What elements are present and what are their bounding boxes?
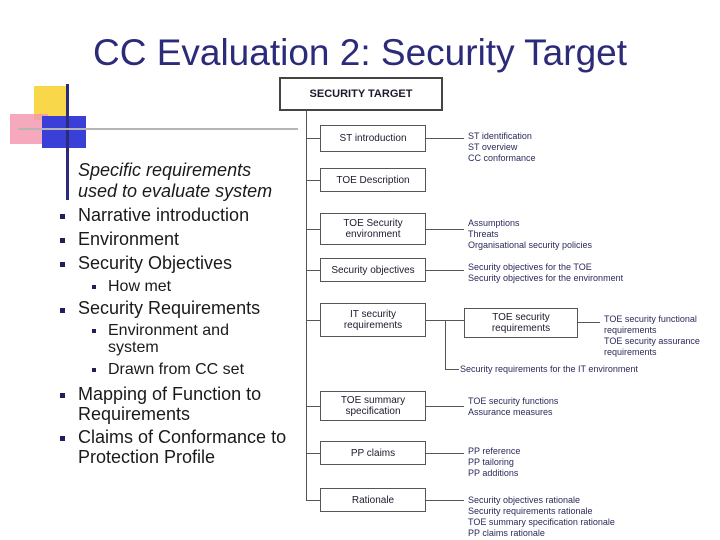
connector-line <box>426 138 464 139</box>
slide-title: CC Evaluation 2: Security Target <box>92 32 628 73</box>
connector-line <box>306 320 320 321</box>
connector-line <box>306 453 320 454</box>
connector-line <box>426 270 464 271</box>
bullet-item: Narrative introduction <box>78 205 250 225</box>
connector-line <box>426 500 464 501</box>
box-it-security-requirements: IT security requirements <box>320 303 426 337</box>
bullet-icon <box>60 238 65 243</box>
box-toe-description: TOE Description <box>320 168 426 192</box>
bullet-icon <box>60 308 65 313</box>
connector-line <box>306 406 320 407</box>
item-pp-reference: PP reference <box>468 446 521 456</box>
item-assurance-measures: Assurance measures <box>468 407 553 417</box>
item-functional-requirements: TOE security functional requirements <box>604 314 697 335</box>
connector-line <box>426 406 464 407</box>
sub-bullet-icon <box>92 285 96 289</box>
item-pp-tailoring: PP tailoring <box>468 457 514 467</box>
bullet-icon <box>60 436 65 441</box>
item-objectives-rationale: Security objectives rationale <box>468 495 581 505</box>
bullet-icon <box>60 393 65 398</box>
bullet-item: Environment <box>78 229 180 249</box>
connector-line <box>306 138 320 139</box>
item-cc-conformance: CC conformance <box>468 153 536 163</box>
decorative-vertical-line <box>66 84 69 200</box>
bullet-item: Mapping of Function to Requirements <box>78 384 262 424</box>
decorative-blue-square <box>42 116 86 148</box>
box-pp-claims: PP claims <box>320 441 426 465</box>
item-summary-rationale: TOE summary specification rationale <box>468 517 615 527</box>
item-toe-security-functions: TOE security functions <box>468 396 559 406</box>
item-assurance-requirements: TOE security assurance requirements <box>604 336 700 357</box>
item-organisational-policies: Organisational security policies <box>468 240 593 250</box>
security-target-root-box: SECURITY TARGET <box>279 77 443 111</box>
item-pp-claims-rationale: PP claims rationale <box>468 528 545 538</box>
connector-line <box>445 320 446 370</box>
item-st-overview: ST overview <box>468 142 518 152</box>
connector-line <box>306 500 320 501</box>
connector-line <box>445 369 459 370</box>
item-threats: Threats <box>468 229 499 239</box>
bullet-item: Security Requirements <box>78 298 261 318</box>
box-st-introduction: ST introduction <box>320 125 426 152</box>
connector-line <box>426 453 464 454</box>
bullet-item: Security Objectives <box>78 253 233 273</box>
bullet-icon <box>60 214 65 219</box>
diagram-trunk-line <box>306 111 307 500</box>
item-assumptions: Assumptions <box>468 218 520 228</box>
connector-line <box>306 229 320 230</box>
connector-line <box>306 270 320 271</box>
sub-bullet-item: Environment and system <box>108 322 229 356</box>
connector-line <box>426 229 464 230</box>
decorative-horizontal-line <box>18 128 298 130</box>
slide-subtitle: Specific requirements used to evaluate system <box>78 160 273 201</box>
sub-bullet-icon <box>92 329 96 333</box>
item-pp-additions: PP additions <box>468 468 519 478</box>
sub-bullet-item: Drawn from CC set <box>108 361 245 378</box>
item-requirements-rationale: Security requirements rationale <box>468 506 593 516</box>
item-st-identification: ST identification <box>468 131 532 141</box>
item-objectives-toe: Security objectives for the TOE <box>468 262 592 272</box>
box-toe-security-requirements: TOE security requirements <box>464 308 578 338</box>
bullet-icon <box>60 262 65 267</box>
sub-bullet-item: How met <box>108 278 172 295</box>
connector-line <box>306 180 320 181</box>
bullet-item: Claims of Conformance to Protection Profile <box>78 427 287 467</box>
box-toe-summary-specification: TOE summary specification <box>320 391 426 421</box>
item-objectives-environment: Security objectives for the environment <box>468 273 624 283</box>
sub-bullet-icon <box>92 368 96 372</box>
box-rationale: Rationale <box>320 488 426 512</box>
item-it-environment-requirements: Security requirements for the IT environment <box>460 364 638 374</box>
box-toe-security-environment: TOE Security environment <box>320 213 426 245</box>
connector-line <box>578 322 600 323</box>
box-security-objectives: Security objectives <box>320 258 426 282</box>
